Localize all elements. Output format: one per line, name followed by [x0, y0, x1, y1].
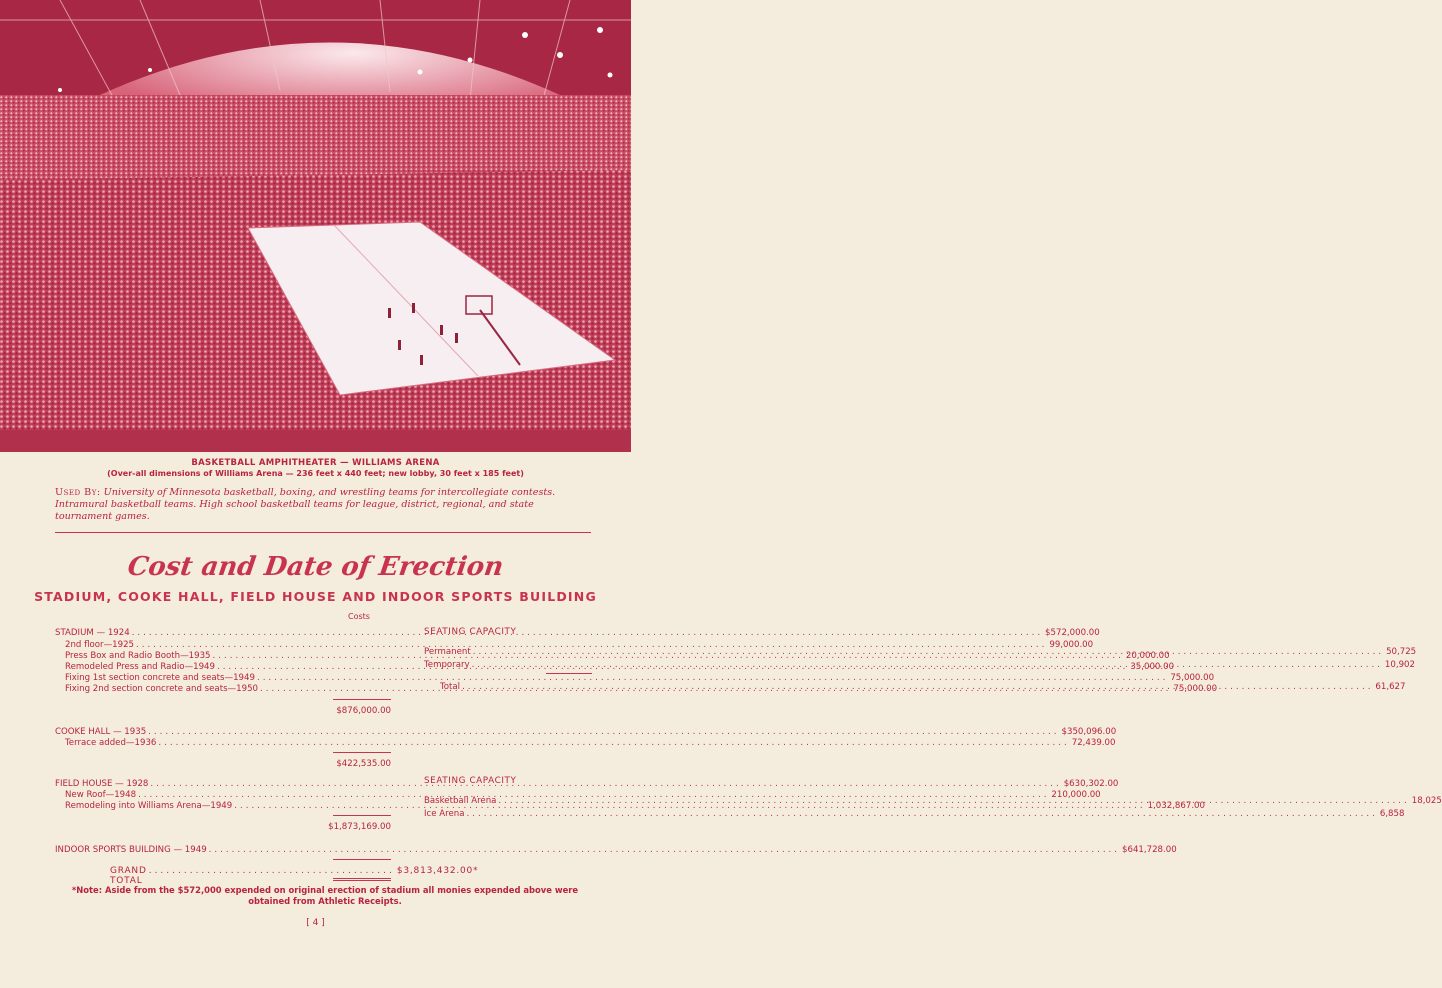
footnote: *Note: Aside from the $572,000 expended on original erection of stadium all monies expended above were obtained from Athletic Receipts.: [71, 885, 579, 906]
cost-value: $630,302.00: [1063, 779, 1119, 789]
grand-total-value: $3,813,432.00*: [396, 866, 479, 876]
seating-value: 10,902: [1384, 660, 1415, 670]
cost-label: Press Box and Radio Booth—1935: [65, 651, 211, 661]
grand-total-row: [110, 866, 479, 886]
arena-photo: [0, 0, 631, 452]
used-by-text: University of Minnesota basketball, boxing, and wrestling teams for intercollegiate contests. Intramural basketball teams. High school basketball teams for league, district, regional, and state tournament games.: [55, 487, 556, 522]
photo-caption-title: BASKETBALL AMPHITHEATER — WILLIAMS ARENA: [191, 458, 440, 468]
field-house-subtotal: $1,873,169.00: [328, 822, 391, 832]
cost-value: 20,000.00: [1125, 651, 1170, 661]
cost-label: Terrace added—1936: [65, 738, 157, 748]
seating-total-rule: [546, 673, 592, 674]
cost-row: [55, 673, 1215, 683]
seating-row: [424, 809, 1405, 819]
cost-label: STADIUM — 1924: [55, 628, 130, 638]
seating-label: Temporary: [424, 660, 470, 670]
seating-total-label: Total: [440, 682, 461, 692]
cost-value: 1,032,867.00: [1147, 801, 1205, 811]
cost-value: $572,000.00: [1045, 628, 1100, 638]
grand-total-label: GRAND TOTAL: [110, 866, 147, 886]
cost-value: 35,000.00: [1130, 662, 1175, 672]
seating-value: 50,725: [1386, 647, 1417, 657]
used-by-lead: Used By:: [55, 487, 101, 498]
cost-row: [55, 845, 1177, 855]
subtotal-rule: [333, 699, 391, 700]
stadium-subtotal: $876,000.00: [336, 706, 391, 716]
subtotal-rule: [333, 752, 391, 753]
cost-label: INDOOR SPORTS BUILDING — 1949: [55, 845, 207, 855]
grand-total-rule: [333, 859, 391, 860]
divider-rule: [55, 532, 591, 533]
cost-value: $641,728.00: [1122, 845, 1177, 855]
subtotal-rule: [333, 815, 391, 816]
cost-label: Fixing 2nd section concrete and seats—1950: [65, 684, 259, 694]
seating-label: Basketball Arena: [424, 796, 497, 806]
seating-header-arena: SEATING CAPACITY: [424, 776, 517, 786]
cost-value: 99,000.00: [1049, 640, 1094, 650]
section-title: Cost and Date of Erection: [125, 552, 506, 582]
cost-label: FIELD HOUSE — 1928: [55, 779, 149, 789]
section-subtitle: STADIUM, COOKE HALL, FIELD HOUSE AND INDOOR SPORTS BUILDING: [34, 589, 597, 604]
cost-value: 75,000.00: [1173, 684, 1218, 694]
seating-value: 18,025: [1411, 796, 1442, 806]
cost-value: 72,439.00: [1071, 738, 1116, 748]
cost-label: Remodeled Press and Radio—1949: [65, 662, 215, 672]
cost-row: [55, 738, 1116, 748]
cost-value: 210,000.00: [1051, 790, 1101, 800]
cost-label: New Roof—1948: [65, 790, 137, 800]
page-number: [ 4 ]: [306, 918, 325, 928]
seating-value: 6,858: [1379, 809, 1405, 819]
used-by-paragraph: [55, 487, 590, 523]
cost-row: [55, 640, 1094, 650]
photo-caption-dimensions: (Over-all dimensions of Williams Arena — 236 feet x 440 feet; new lobby, 30 feet x 185 feet): [107, 469, 524, 478]
cost-row: [55, 727, 1117, 737]
grand-total-underline-2: [333, 880, 391, 881]
cost-value: 75,000.00: [1170, 673, 1215, 683]
cost-label: Remodeling into Williams Arena—1949: [65, 801, 233, 811]
costs-column-header: Costs: [348, 612, 370, 621]
seating-header-stadium: SEATING CAPACITY: [424, 627, 517, 637]
cost-label: Fixing 1st section concrete and seats—1949: [65, 673, 255, 683]
cost-row: [55, 790, 1101, 800]
seating-label: Ice Arena: [424, 809, 465, 819]
seating-label: Permanent: [424, 647, 471, 657]
grand-total-leader: ..........................................: [148, 866, 395, 876]
seating-total-value: 61,627: [1375, 682, 1406, 692]
cost-value: $350,096.00: [1061, 727, 1117, 737]
cooke-subtotal: $422,535.00: [336, 759, 391, 769]
arena-photo-graphic: [0, 0, 631, 452]
cost-label: 2nd floor—1925: [65, 640, 135, 650]
cost-label: COOKE HALL — 1935: [55, 727, 147, 737]
grand-total-underline: [333, 878, 391, 879]
